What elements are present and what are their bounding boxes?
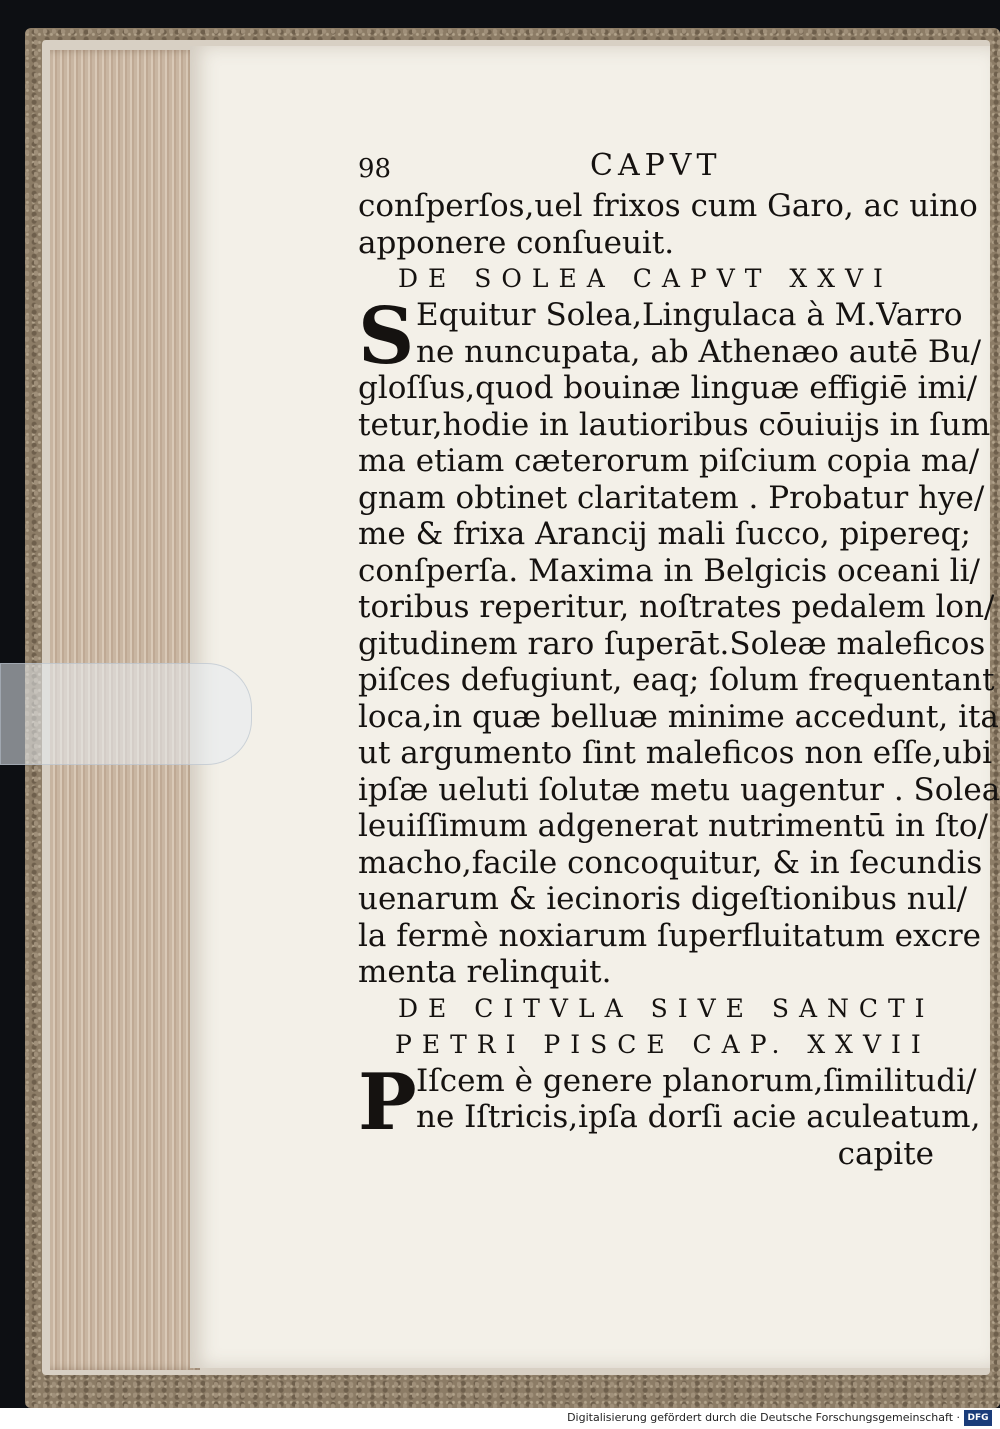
running-title: CAPVT — [590, 148, 722, 183]
text-line: macho,facile concoquitur, & in ſecundis — [358, 844, 983, 881]
chapter-heading: PETRI PISCE CAP. XXVII — [395, 1029, 931, 1059]
chapter-heading: DE SOLEA CAPVT XXVI — [398, 264, 893, 293]
page-number: 98 — [358, 154, 392, 184]
text-line: toribus reperitur, noſtrates pedalem lon/ — [358, 589, 995, 625]
text-line: ne Iſtricis,ipſa dorſi acie aculeatum, — [416, 1099, 981, 1135]
text-line: gnam obtinet claritatem . Probatur hye/ — [358, 479, 985, 516]
text-line: gloſſus,quod bouinæ linguæ effigiē imi/ — [358, 370, 978, 406]
funding-credit: Digitalisierung gefördert durch die Deutsche Forschungsgemeinschaft · — [567, 1411, 960, 1424]
text-line: apponere conſueuit. — [358, 224, 675, 261]
text-line: tetur,hodie in lautioribus cōuiuijs in ſum — [358, 406, 991, 443]
text-line: ne nuncupata, ab Athenæo autē Bu/ — [416, 333, 982, 370]
text-line: menta relinquit. — [358, 954, 612, 990]
text-line: gitudinem raro ſuperāt.Soleæ maleficos — [358, 625, 986, 662]
text-line: loca,in quæ belluæ minime accedunt, ita — [358, 698, 999, 735]
drop-cap-initial: S — [358, 291, 415, 382]
text-line: leuiſſimum adgenerat nutrimentū in ſto/ — [358, 808, 988, 844]
text-line: conſperſos,uel frixos cum Garo, ac uino — [358, 188, 978, 224]
drop-cap-initial: P — [358, 1056, 417, 1148]
paragraph — [358, 1056, 981, 1148]
bookmark-strip — [0, 663, 252, 765]
text-line: Equitur Solea,Lingulaca à M.Varro — [416, 297, 963, 333]
text-line: conſperſa. Maxima in Belgicis oceani li/ — [358, 552, 980, 589]
text-line: ipſæ ueluti ſolutæ metu uagentur . Solea — [358, 771, 1000, 808]
text-line: piſces defugiunt, eaq; ſolum frequentant — [358, 662, 995, 698]
text-line: uenarum & iecinoris digeſtionibus nul/ — [358, 881, 968, 917]
chapter-heading: DE CITVLA SIVE SANCTI — [398, 993, 935, 1023]
paragraph — [358, 291, 1000, 991]
text-line: Iſcem è genere planorum,ſimilitudi/ — [416, 1062, 977, 1099]
text-line: ma etiam cæterorum piſcium copia ma/ — [358, 443, 980, 479]
text-line: la fermè noxiarum ſuperfluitatum excre — [358, 917, 981, 954]
footer-bar — [0, 1408, 1000, 1429]
page-text — [358, 140, 1000, 1172]
text-line: ut argumento ſint maleficos non eſſe,ubi — [358, 735, 993, 771]
catchword: capite — [837, 1135, 934, 1172]
running-head — [358, 140, 938, 188]
dfg-logo: DFG — [964, 1410, 992, 1426]
text-line: me & frixa Arancij mali ſucco, pipereq; — [358, 516, 971, 552]
